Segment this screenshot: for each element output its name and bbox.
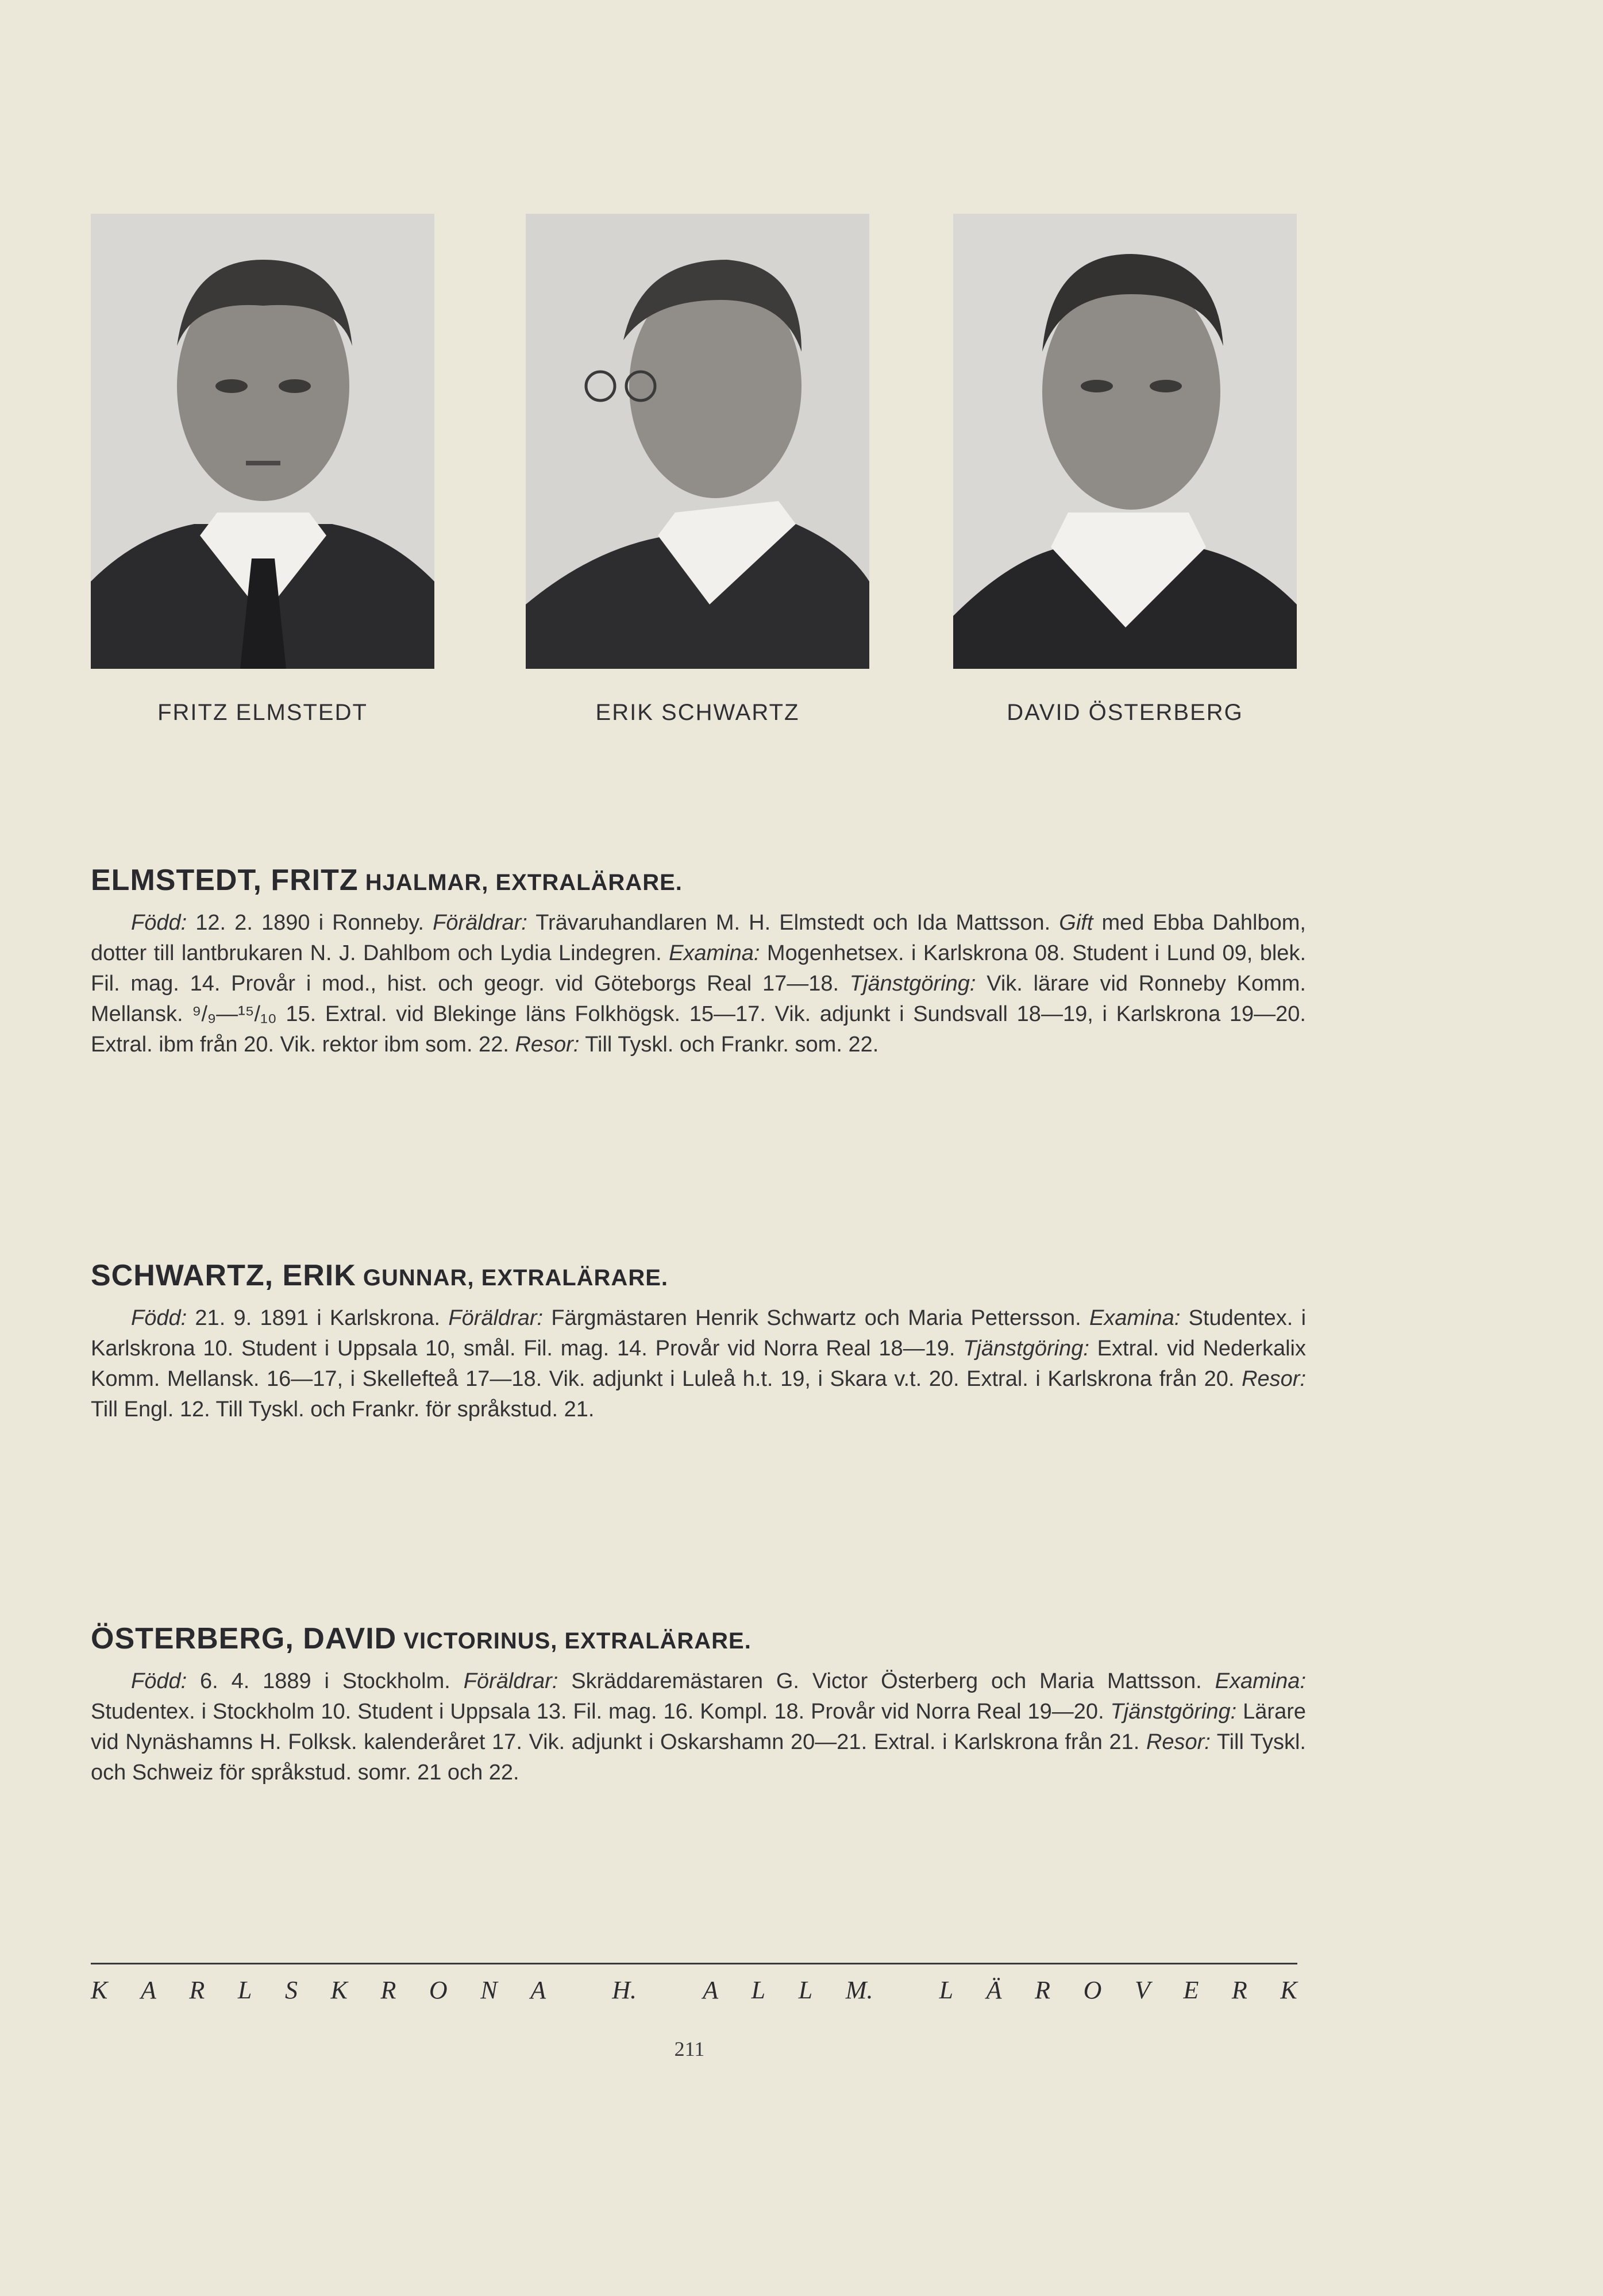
footer-letter: R bbox=[380, 1976, 396, 2004]
entry-heading bbox=[91, 863, 1306, 897]
portrait-image bbox=[953, 214, 1297, 669]
biography-entry bbox=[91, 1258, 1306, 1425]
footer-letter: H. bbox=[612, 1976, 637, 2004]
field-label: Föräldrar: bbox=[433, 911, 527, 935]
entry-heading bbox=[91, 1258, 1306, 1293]
field-label: Resor: bbox=[1242, 1367, 1306, 1391]
entry-surname: ÖSTERBERG, DAVID bbox=[91, 1622, 397, 1655]
field-text: Lärare vid Nynäshamns H. Folksk. kalenderåret 17. Vik. adjunkt i Oskarshamn 20—21. Extral. i Karlskrona från 21. bbox=[91, 1700, 1307, 1754]
field-label: Född: bbox=[131, 1306, 187, 1330]
field-text: 21. 9. 1891 i Karlskrona. bbox=[187, 1306, 449, 1330]
field-text: Studentex. i Stockholm 10. Student i Uppsala 13. Fil. mag. 16. Kompl. 18. Provår vid Norra Real 19—20. bbox=[91, 1700, 1111, 1724]
field-text: Vik. lärare vid Ronneby Komm. Mellansk. ⁹/₉—¹⁵/₁₀ 15. Extral. vid Blekinge läns Folkhögsk. 15—17. Vik. adjunkt i Sundsvall 18—19, i Karlskrona 19—20. Extral. ibm från 20. Vik. rektor ibm som. 22. bbox=[91, 972, 1306, 1057]
field-text: Skräddaremästaren G. Victor Österberg och Maria Mattsson. bbox=[558, 1669, 1215, 1693]
field-label: Gift bbox=[1059, 911, 1093, 935]
portrait-photo-elmstedt bbox=[91, 214, 434, 669]
field-label: Resor: bbox=[1146, 1730, 1211, 1754]
field-text: Till Tyskl. och Schweiz för språkstud. somr. 21 och 22. bbox=[91, 1730, 1306, 1785]
footer-rule bbox=[91, 1963, 1297, 1964]
biography-entry bbox=[91, 1621, 1306, 1788]
portrait-image bbox=[526, 214, 869, 669]
field-label: Examina: bbox=[1089, 1306, 1181, 1330]
field-text: Extral. vid Nederkalix Komm. Mellansk. 16—17, i Skellefteå 17—18. Vik. adjunkt i Luleå h.t. 19, i Skara v.t. 20. Extral. i Karlskrona från 20. bbox=[91, 1336, 1306, 1391]
footer-letter: R bbox=[1231, 1976, 1247, 2004]
footer-letter: S bbox=[284, 1976, 298, 2004]
footer-letter: K bbox=[1280, 1976, 1297, 2004]
field-text: 6. 4. 1889 i Stockholm. bbox=[187, 1669, 464, 1693]
footer-letter: L bbox=[237, 1976, 252, 2004]
footer-letter: K bbox=[91, 1976, 108, 2004]
field-label: Tjänstgöring: bbox=[849, 972, 976, 996]
footer-letter: L bbox=[751, 1976, 766, 2004]
photo-caption: ERIK SCHWARTZ bbox=[595, 700, 800, 725]
footer-letter: E bbox=[1183, 1976, 1199, 2004]
field-text: Trävaruhandlaren M. H. Elmstedt och Ida Mattsson. bbox=[527, 911, 1059, 935]
footer-letter: R bbox=[189, 1976, 205, 2004]
field-label: Examina: bbox=[1215, 1669, 1306, 1693]
field-text: 12. 2. 1890 i Ronneby. bbox=[187, 911, 433, 935]
entry-body bbox=[91, 1303, 1306, 1425]
entry-surname: ELMSTEDT, FRITZ bbox=[91, 864, 359, 897]
footer-letter: Ä bbox=[986, 1976, 1002, 2004]
footer-letter: O bbox=[429, 1976, 448, 2004]
field-label: Tjänstgöring: bbox=[1110, 1700, 1237, 1724]
footer-letter: V bbox=[1134, 1976, 1150, 2004]
field-text: Till Engl. 12. Till Tyskl. och Frankr. för språkstud. 21. bbox=[91, 1397, 595, 1421]
field-text: Mogenhetsex. i Karlskrona 08. Student i Lund 09, blek. Fil. mag. 14. Provår i mod., hist. och geogr. vid Göteborgs Real 17—18. bbox=[91, 941, 1306, 996]
biography-entry bbox=[91, 863, 1306, 1060]
field-label: Examina: bbox=[669, 941, 760, 965]
entry-body bbox=[91, 908, 1306, 1060]
footer-letter: A bbox=[140, 1976, 156, 2004]
field-label: Föräldrar: bbox=[463, 1669, 558, 1693]
entry-body bbox=[91, 1666, 1306, 1788]
photo-caption: FRITZ ELMSTEDT bbox=[157, 700, 368, 725]
footer-letter: A bbox=[530, 1976, 546, 2004]
portrait-photo-schwartz bbox=[526, 214, 869, 669]
field-label: Född: bbox=[131, 1669, 187, 1693]
entry-heading-rest: HJALMAR, EXTRALÄRARE. bbox=[358, 870, 683, 895]
footer-letter: A bbox=[703, 1976, 719, 2004]
entry-heading bbox=[91, 1621, 1306, 1656]
footer-running-title bbox=[91, 1975, 1297, 2005]
portrait-image bbox=[91, 214, 434, 669]
field-label: Föräldrar: bbox=[448, 1306, 544, 1330]
field-text: Till Tyskl. och Frankr. som. 22. bbox=[579, 1033, 879, 1057]
entry-heading-rest: VICTORINUS, EXTRALÄRARE. bbox=[396, 1628, 752, 1654]
footer-letter: L bbox=[798, 1976, 813, 2004]
field-label: Tjänstgöring: bbox=[963, 1336, 1089, 1361]
field-text: Studentex. i Karlskrona 10. Student i Uppsala 10, smål. Fil. mag. 14. Provår vid Norra Real 18—19. bbox=[91, 1306, 1307, 1361]
field-label: Resor: bbox=[515, 1033, 580, 1057]
photo-caption: DAVID ÖSTERBERG bbox=[1007, 700, 1243, 725]
footer-letter: O bbox=[1083, 1976, 1102, 2004]
footer-letter: K bbox=[330, 1976, 348, 2004]
footer-letter: R bbox=[1035, 1976, 1051, 2004]
footer-letter: N bbox=[480, 1976, 498, 2004]
footer-letter: L bbox=[939, 1976, 954, 2004]
entry-heading-rest: GUNNAR, EXTRALÄRARE. bbox=[356, 1265, 668, 1290]
footer-letter: M. bbox=[845, 1976, 873, 2004]
portrait-photo-osterberg bbox=[953, 214, 1297, 669]
page-number: 211 bbox=[674, 2037, 705, 2060]
field-text: med Ebba Dahlbom, dotter till lantbrukaren N. J. Dahlbom och Lydia Lindegren. bbox=[91, 911, 1306, 965]
entry-surname: SCHWARTZ, ERIK bbox=[91, 1259, 356, 1292]
field-text: Färgmästaren Henrik Schwartz och Maria Pettersson. bbox=[543, 1306, 1089, 1330]
field-label: Född: bbox=[131, 911, 187, 935]
